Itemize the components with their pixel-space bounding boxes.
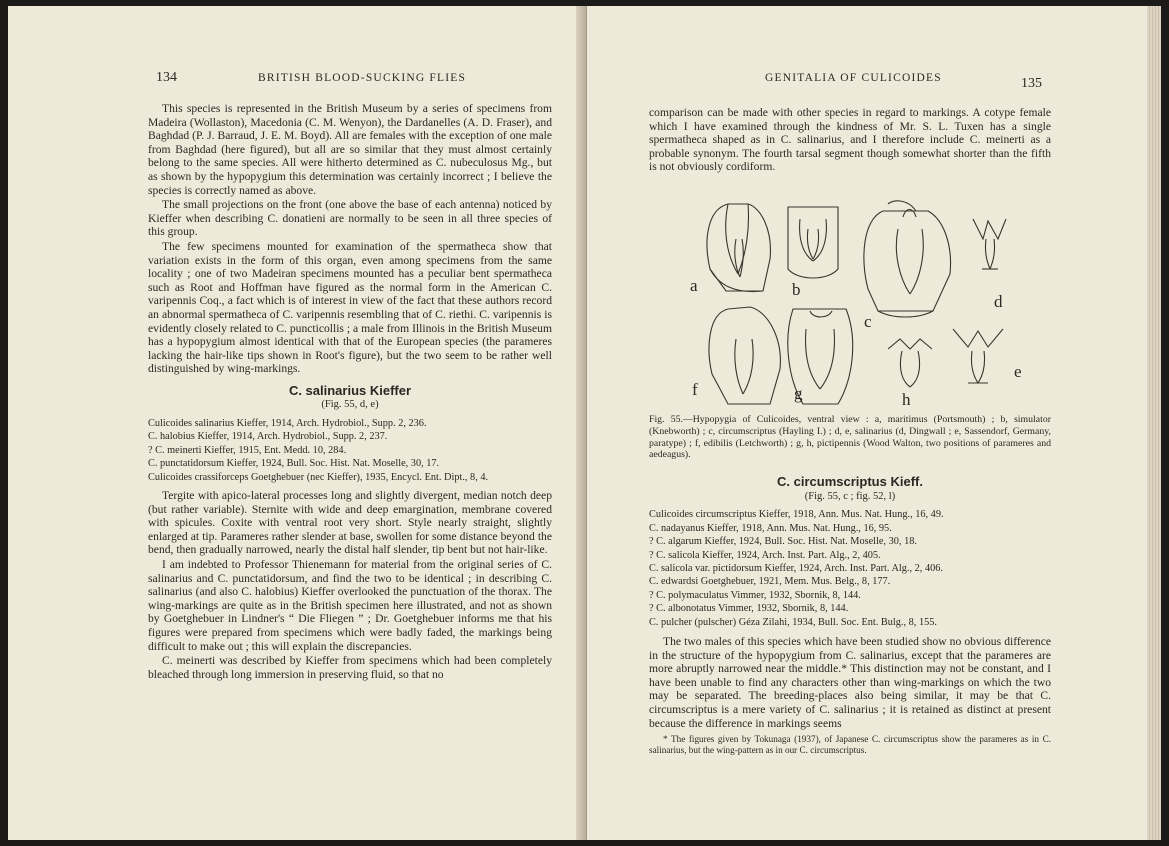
figure-label-c: c [864, 312, 872, 331]
synonym-line: ? C. polymaculatus Vimmer, 1932, Sbornik, 8, 144. [649, 589, 861, 601]
species-heading: C. salinarius Kieffer [288, 382, 412, 398]
species-figure-ref: (Fig. 55, c ; fig. 52, l) [804, 490, 896, 502]
page-number: 135 [1021, 76, 1042, 91]
figure-label-e: e [1014, 362, 1022, 381]
page-edges [1147, 6, 1161, 840]
figure-label-b: b [792, 280, 801, 299]
paragraph: The two males of this species which have been studied show no obvious difference in the structure of the hypopygium from C. salinarius, except that the parameres are more abruptly narrowed near the middle.* This distinction may not be constant, and I have been unable to find any characters other than wing-markings on which the two may be separated. The breeding-places also being similar, it may be that C. circumscriptus is a mere variety of C. salinarius ; it is retained as distinct at present because the difference in markings seems [649, 635, 1051, 730]
synonym-line: Culicoides circumscriptus Kieffer, 1918, Ann. Mus. Nat. Hung., 16, 49. [649, 509, 944, 521]
footnote: * The figures given by Tokunaga (1937), of Japanese C. circumscriptus show the parameres as in C. salinarius, but the wing-pattern as in our C. circumscriptus. [649, 734, 1051, 756]
figure-caption: Fig. 55.—Hypopygia of Culicoides, ventral view : a, maritimus (Portsmouth) ; b, simulator (Knebworth) ; c, circumscriptus (Hayling I.) ; d, e, salinarius (d, Dingwall ; e, Sassendorf, Germany, paratype) ; f, edibilis (Letchworth) ; g, h, pictipennis (Wood Walton, two positions of parameres and aedeagus). [649, 414, 1051, 461]
specimen-h [888, 339, 932, 387]
right-body-top [649, 106, 1051, 174]
synonym-line: Culicoides salinarius Kieffer, 1914, Arch. Hydrobiol., Supp. 2, 236. [148, 418, 427, 430]
synonym-line: C. pulcher (pulscher) Géza Zilahi, 1934, Bull. Soc. Ent. Bulg., 8, 155. [649, 616, 937, 628]
figure-label-d: d [994, 292, 1003, 311]
synonym-line: ? C. salicola Kieffer, 1924, Arch. Inst. Part. Alg., 2, 405. [649, 549, 881, 561]
figure-label-f: f [692, 380, 698, 399]
paragraph: This species is represented in the British Museum by a series of specimens from Madeira (Wollaston), Macedonia (C. M. Wenyon), the Dardanelles (A. D. Fraser), and Baghdad (P. J. Barraud, J. E. M. Boyd). All are females with the exception of one male from Baghdad (here figured), but all are so similar that they must almost certainly belong to the same species. All were hitherto determined as C. nubeculosus Mg., but as shown by the hypopygium this determination was certainly incorrect ; I believe the species is correctly named as above. [148, 102, 552, 197]
left-body [148, 102, 552, 681]
figure-label-a: a [690, 276, 698, 295]
specimen-e [953, 329, 1003, 383]
figure-label-h: h [902, 390, 911, 409]
synonym-line: Culicoides crassiforceps Goetghebuer (nec Kieffer), 1935, Encycl. Ent. Dipt., 8, 4. [148, 471, 489, 483]
hypopygia-figure [688, 199, 1048, 414]
paragraph: The small projections on the front (one above the base of each antenna) noticed by Kieffer when describing C. donatieni are normally to be seen in all three species of this group. [148, 198, 552, 239]
synonym-line: C. punctatidorsum Kieffer, 1924, Bull. Soc. Hist. Nat. Moselle, 30, 17. [148, 458, 440, 470]
synonym-line: C. nadayanus Kieffer, 1918, Ann. Mus. Nat. Hung., 16, 95. [649, 522, 892, 534]
left-page [8, 6, 582, 840]
synonym-line: ? C. albonotatus Vimmer, 1932, Sbornik, 8, 144. [649, 603, 849, 615]
paragraph: I am indebted to Professor Thienemann for material from the original series of C. salinarius and C. punctatidorsum, and find the two to be identical ; in describing C. salinarius (and also C. halobius) Kieffer overlooked the punctuation of the thorax. The wing-markings are quite as in the British specimen here illustrated, and not as shown by Goetghebuer in Lindner's “ Die Fliegen ” ; Dr. Goetghebuer informs me that his figures were prepared from specimens which were badly faded, the markings being difficult to make out ; this will explain the discrepancies. [148, 558, 552, 653]
specimen-f [709, 307, 780, 404]
paragraph: The few specimens mounted for examination of the spermatheca show that variation exists in the form of this organ, even among specimens from the same locality ; one of two Madeiran specimens mounted has a peculiar bent spermatheca such as Root and Hoffman have figured as the normal form in the American C. varipennis Coq., a fact which is of interest in view of the fact that these authors record an abnormal spermatheca of C. varipennis resembling that of C. riethi. C. varipennis is evidently closely related to C. puncticollis ; a male from Illinois in the British Museum has a hypopygium almost identical with that of the European species (the parameres lacking the hair-like tips shown in Root's figure), but the two seem to be rather well distinguished by wing-markings. [148, 239, 552, 376]
paragraph: C. meinerti was described by Kieffer from specimens which had been completely bleached through long immersion in preserving fluid, so that no [148, 654, 552, 681]
specimen-a [707, 204, 770, 292]
right-page [587, 6, 1161, 840]
page-number: 134 [156, 70, 177, 85]
synonym-line: C. edwardsi Goetghebuer, 1921, Mem. Mus. Belg., 8, 177. [649, 576, 891, 588]
synonym-line: ? C. algarum Kieffer, 1924, Bull. Soc. Hist. Nat. Moselle, 30, 18. [649, 536, 917, 548]
book-spread [8, 6, 1161, 840]
synonym-line: C. salicola var. pictidorsum Kieffer, 1924, Arch. Inst. Part. Alg., 2, 406. [649, 563, 943, 574]
running-head: GENITALIA OF CULICOIDES [765, 72, 942, 84]
paragraph: comparison can be made with other species in regard to markings. A cotype female which I have examined through the kindness of Mr. S. L. Tuxen has a single spermatheca shaped as in C. salinarius, and I therefore include C. meinerti as a probable synonym. The fourth tarsal segment though somewhat shorter than the fifth is not obviously cordiform. [649, 106, 1051, 174]
running-head: BRITISH BLOOD-SUCKING FLIES [258, 72, 467, 84]
specimen-b [788, 207, 838, 278]
species-heading: C. circumscriptus Kieff. [777, 474, 923, 490]
specimen-d [973, 219, 1006, 269]
right-body [649, 414, 1051, 756]
synonym-line: C. halobius Kieffer, 1914, Arch. Hydrobiol., Supp. 2, 237. [148, 431, 388, 443]
synonym-line: ? C. meinerti Kieffer, 1915, Ent. Medd. 10, 284. [148, 444, 347, 456]
species-figure-ref: (Fig. 55, d, e) [321, 399, 379, 411]
paragraph: Tergite with apico-lateral processes long and slightly divergent, median notch deep (but rather variable). Sternite with wide and deep emargination, membrane covered with spicules. Coxite with ventral root very short. Style nearly straight, slightly enlarged at tip. Parameres rather slender at base, swollen for some distance beyond the bend, then gradually narrowed, nearly the distal half slender, tip bent but not hair-like. [148, 489, 552, 557]
figure-label-g: g [794, 384, 803, 403]
specimen-c [864, 201, 951, 317]
figure-drawing [688, 199, 1048, 414]
